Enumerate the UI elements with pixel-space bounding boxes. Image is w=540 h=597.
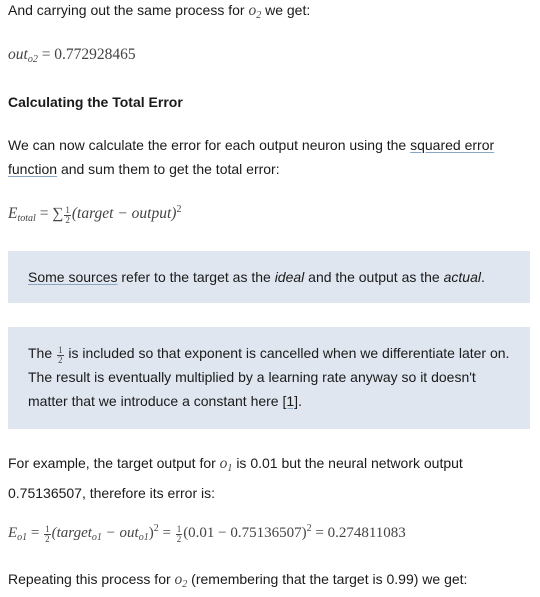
some-sources-link[interactable]: Some sources	[28, 269, 118, 285]
equation-total-error: $E_{total}$ = ∑ $\frac{1}{2}$ (target − output)$^2$	[8, 204, 182, 225]
example-paragraph: For example, the target output for $o_1$ is 0.01 but the neural network output 0.75136507, therefore its error is:	[8, 455, 463, 501]
reference-1-link[interactable]: [1]	[282, 393, 299, 409]
note-box-sources: Some sources refer to the target as the ideal and the output as the actual.	[8, 251, 530, 303]
text: And carrying out the same process for	[8, 2, 245, 18]
fraction-half: $\frac{1}{2}$	[58, 345, 63, 365]
math-o2: $o_2$	[248, 2, 262, 21]
note-box-half-constant: The $\frac{1}{2}$ is included so that exponent is cancelled when we differentiate later on. The result is eventually multiplied by a learning rate anyway so it doesn't matter that we introduce a constant here [1].	[8, 327, 530, 429]
squared-error-link[interactable]: squared error function	[8, 137, 495, 177]
intro-paragraph	[8, 0, 530, 28]
section-heading: Calculating the Total Error	[8, 94, 183, 110]
text: we get:	[265, 2, 311, 18]
total-error-paragraph: We can now calculate the error for each output neuron using the squared error function and sum them to get the total error:	[8, 137, 495, 177]
fraction-half: $\frac{1}{2}$	[65, 205, 70, 225]
equation-out-o2: out$_{o2}$ = 0.772928465	[8, 46, 136, 65]
equation-error-o1: $E_{o1}$ = $\frac{1}{2}$ (target$_{o1}$ − out$_{o1}$)$^2$ = $\frac{1}{2}$ $(0.01 - 0.75136507)^2 = 0.274811083$	[8, 523, 406, 544]
repeat-paragraph: Repeating this process for $o_2$ (remembering that the target is 0.99) we get:	[8, 571, 468, 590]
